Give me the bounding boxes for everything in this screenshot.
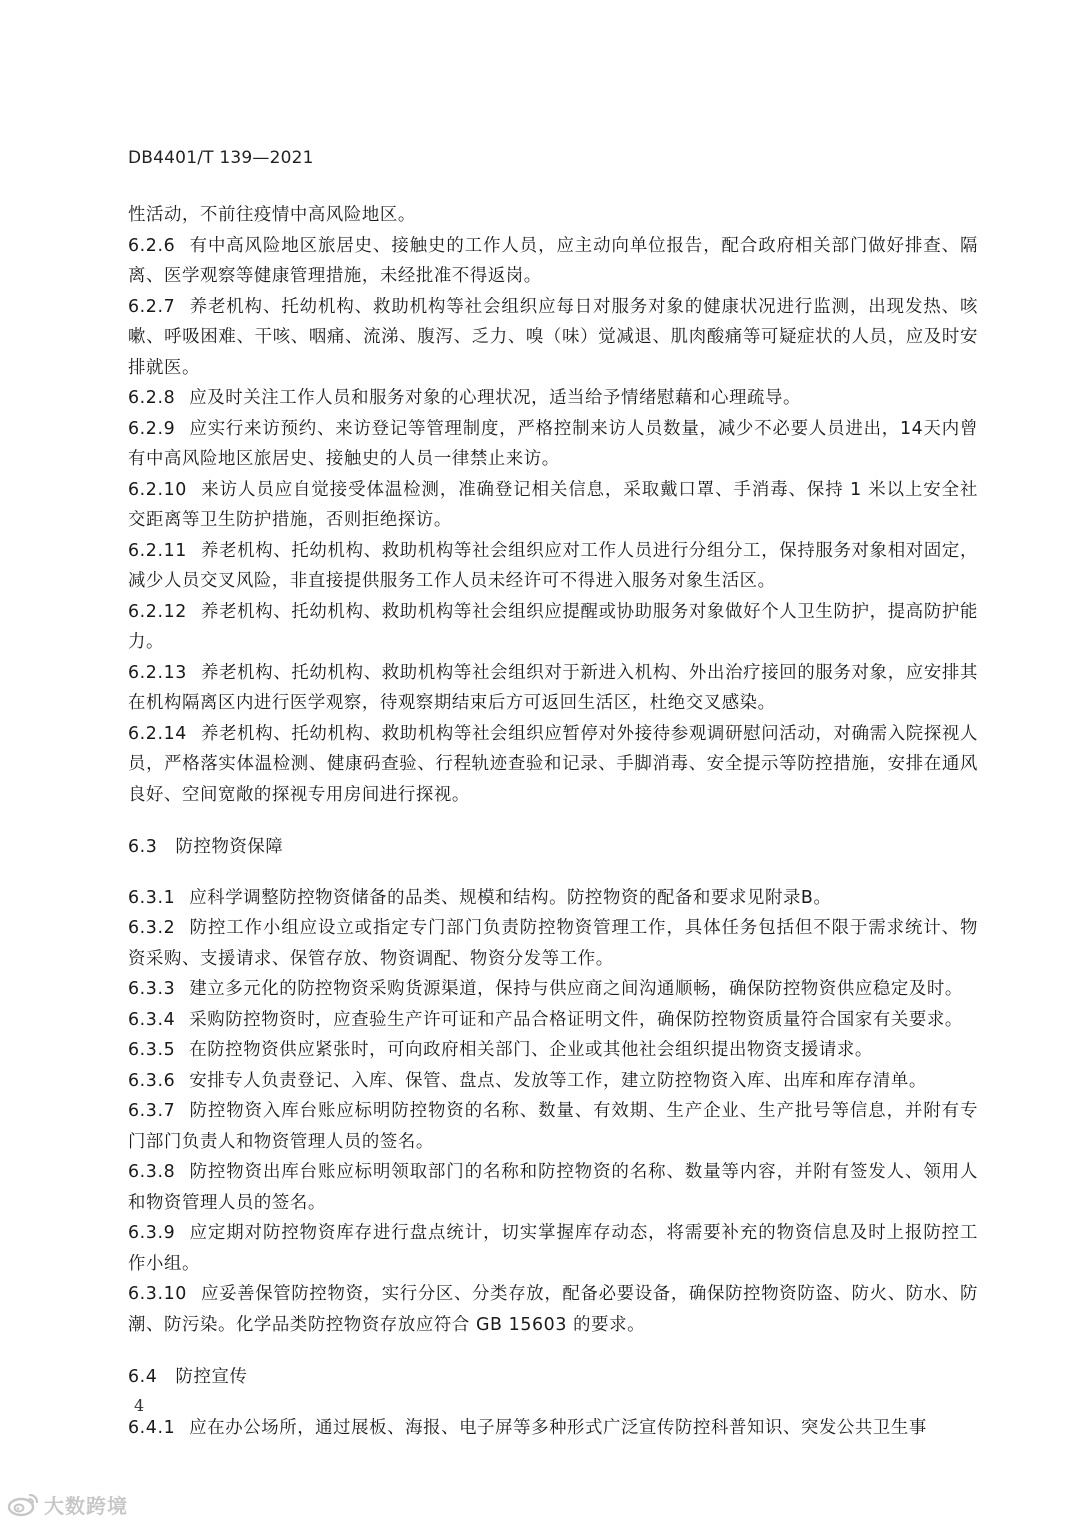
clause-number: 6.2.7 — [128, 296, 176, 317]
clause-text: 应在办公场所，通过展板、海报、电子屏等多种形式广泛宣传防控科普知识、突发公共卫生事 — [189, 1417, 927, 1438]
clause-text: 性活动，不前往疫情中高风险地区。 — [128, 205, 416, 225]
clause-number: 6.2.6 — [128, 235, 176, 256]
clause-paragraph — [128, 1413, 978, 1444]
clause-number: 6.3.2 — [128, 918, 176, 938]
clause-number: 6.3.7 — [128, 1101, 176, 1121]
clause-number: 6.3.9 — [128, 1223, 176, 1243]
clause-number: 6.2.12 — [128, 601, 187, 622]
clause-paragraph — [128, 1066, 978, 1097]
section-heading — [128, 1362, 978, 1393]
clause-text: 养老机构、托幼机构、救助机构等社会组织应每日对服务对象的健康状况进行监测，出现发热、咳嗽、呼吸困难、干咳、咽痛、流涕、腹泻、乏力、嗅（味）觉减退、肌肉酸痛等可疑症状的人员，应及时安排就医。 — [128, 296, 978, 378]
clause-text: 应实行来访预约、来访登记等管理制度，严格控制来访人员数量，减少不必要人员进出，14天内曾有中高风险地区旅居史、接触史的人员一律禁止来访。 — [128, 418, 978, 469]
clause-number: 6.3.6 — [128, 1070, 176, 1091]
clause-text: 养老机构、托幼机构、救助机构等社会组织对于新进入机构、外出治疗接回的服务对象，应安排其在机构隔离区内进行医学观察，待观察期结束后方可返回生活区，杜绝交叉感染。 — [128, 662, 978, 713]
clause-paragraph — [128, 292, 978, 384]
clause-text: 养老机构、托幼机构、救助机构等社会组织应提醒或协助服务对象做好个人卫生防护，提高防护能力。 — [128, 601, 978, 652]
clause-paragraph — [128, 536, 978, 597]
document-body — [128, 200, 978, 1443]
clause-text: 有中高风险地区旅居史、接触史的工作人员，应主动向单位报告，配合政府相关部门做好排查、隔离、医学观察等健康管理措施，未经批准不得返岗。 — [128, 235, 978, 286]
watermark — [6, 1489, 128, 1519]
section-title: 防控宣传 — [175, 1367, 248, 1387]
clause-text: 来访人员应自觉接受体温检测，准确登记相关信息，采取戴口罩、手消毒、保持 1 米以上安全社交距离等卫生防护措施，否则拒绝探访。 — [128, 479, 978, 530]
clause-paragraph — [128, 658, 978, 719]
clause-number: 6.2.10 — [128, 479, 187, 500]
clause-number: 6.3.5 — [128, 1040, 176, 1060]
page-number: 4 — [134, 1396, 145, 1415]
clause-text: 养老机构、托幼机构、救助机构等社会组织应对工作人员进行分组分工，保持服务对象相对固定，减少人员交叉风险，非直接提供服务工作人员未经许可不得进入服务对象生活区。 — [128, 540, 978, 591]
clause-number: 6.2.8 — [128, 388, 176, 408]
clause-text: 应及时关注工作人员和服务对象的心理状况，适当给予情绪慰藉和心理疏导。 — [189, 388, 801, 408]
clause-paragraph — [128, 1035, 978, 1066]
clause-text: 在防控物资供应紧张时，可向政府相关部门、企业或其他社会组织提出物资支援请求。 — [189, 1040, 873, 1060]
clause-text: 防控物资入库台账应标明防控物资的名称、数量、有效期、生产企业、生产批号等信息，并附有专门部门负责人和物资管理人员的签名。 — [128, 1101, 978, 1152]
clause-paragraph — [128, 1005, 978, 1036]
clause-number: 6.4.1 — [128, 1417, 176, 1438]
clause-paragraph — [128, 231, 978, 292]
clause-paragraph — [128, 1157, 978, 1218]
clause-number: 6.3.4 — [128, 1009, 176, 1030]
clause-text: 建立多元化的防控物资采购货源渠道，保持与供应商之间沟通顺畅，确保防控物资供应稳定及时。 — [189, 979, 963, 999]
section-heading — [128, 832, 978, 863]
document-code-header: DB4401/T 139—2021 — [128, 148, 314, 168]
clause-paragraph — [128, 883, 978, 914]
watermark-text: 大数跨境 — [44, 1493, 128, 1518]
clause-text: 应科学调整防控物资储备的品类、规模和结构。防控物资的配备和要求见附录B。 — [189, 887, 832, 908]
clause-text: 采购防控物资时，应查验生产许可证和产品合格证明文件，确保防控物资质量符合国家有关要求。 — [189, 1009, 963, 1030]
clause-paragraph — [128, 974, 978, 1005]
clause-text: 应定期对防控物资库存进行盘点统计，切实掌握库存动态，将需要补充的物资信息及时上报防控工作小组。 — [128, 1223, 978, 1274]
clause-paragraph — [128, 597, 978, 658]
clause-paragraph — [128, 414, 978, 475]
clause-paragraph — [128, 475, 978, 536]
clause-number: 6.2.14 — [128, 723, 187, 744]
clause-paragraph — [128, 200, 978, 231]
clause-text: 防控工作小组应设立或指定专门部门负责防控物资管理工作，具体任务包括但不限于需求统计、物资采购、支援请求、保管存放、物资调配、物资分发等工作。 — [128, 918, 978, 969]
clause-number: 6.3.8 — [128, 1162, 176, 1182]
clause-paragraph — [128, 719, 978, 811]
clause-number: 6.3.1 — [128, 887, 176, 908]
clause-text: 防控物资出库台账应标明领取部门的名称和防控物资的名称、数量等内容，并附有签发人、领用人和物资管理人员的签名。 — [128, 1162, 978, 1213]
weibo-logo-icon — [6, 1491, 40, 1517]
clause-paragraph — [128, 1279, 978, 1340]
clause-paragraph — [128, 913, 978, 974]
section-title: 防控物资保障 — [175, 837, 284, 857]
clause-text: 应妥善保管防控物资，实行分区、分类存放，配备必要设备，确保防控物资防盗、防火、防水、防潮、防污染。化学品类防控物资存放应符合 GB 15603 的要求。 — [128, 1284, 978, 1335]
clause-number: 6.3.3 — [128, 979, 176, 999]
clause-number: 6.3 — [128, 837, 158, 857]
clause-number: 6.2.13 — [128, 662, 187, 683]
clause-paragraph — [128, 1218, 978, 1279]
clause-text: 安排专人负责登记、入库、保管、盘点、发放等工作，建立防控物资入库、出库和库存清单。 — [189, 1070, 927, 1091]
clause-text: 养老机构、托幼机构、救助机构等社会组织应暂停对外接待参观调研慰问活动，对确需入院探视人员，严格落实体温检测、健康码查验、行程轨迹查验和记录、手脚消毒、安全提示等防控措施，安排在通风良好、空间宽敞的探视专用房间进行探视。 — [128, 723, 978, 805]
clause-paragraph — [128, 383, 978, 414]
clause-number: 6.3.10 — [128, 1284, 187, 1304]
clause-number: 6.2.9 — [128, 418, 176, 439]
clause-paragraph — [128, 1096, 978, 1157]
clause-number: 6.4 — [128, 1367, 158, 1387]
clause-number: 6.2.11 — [128, 540, 187, 561]
